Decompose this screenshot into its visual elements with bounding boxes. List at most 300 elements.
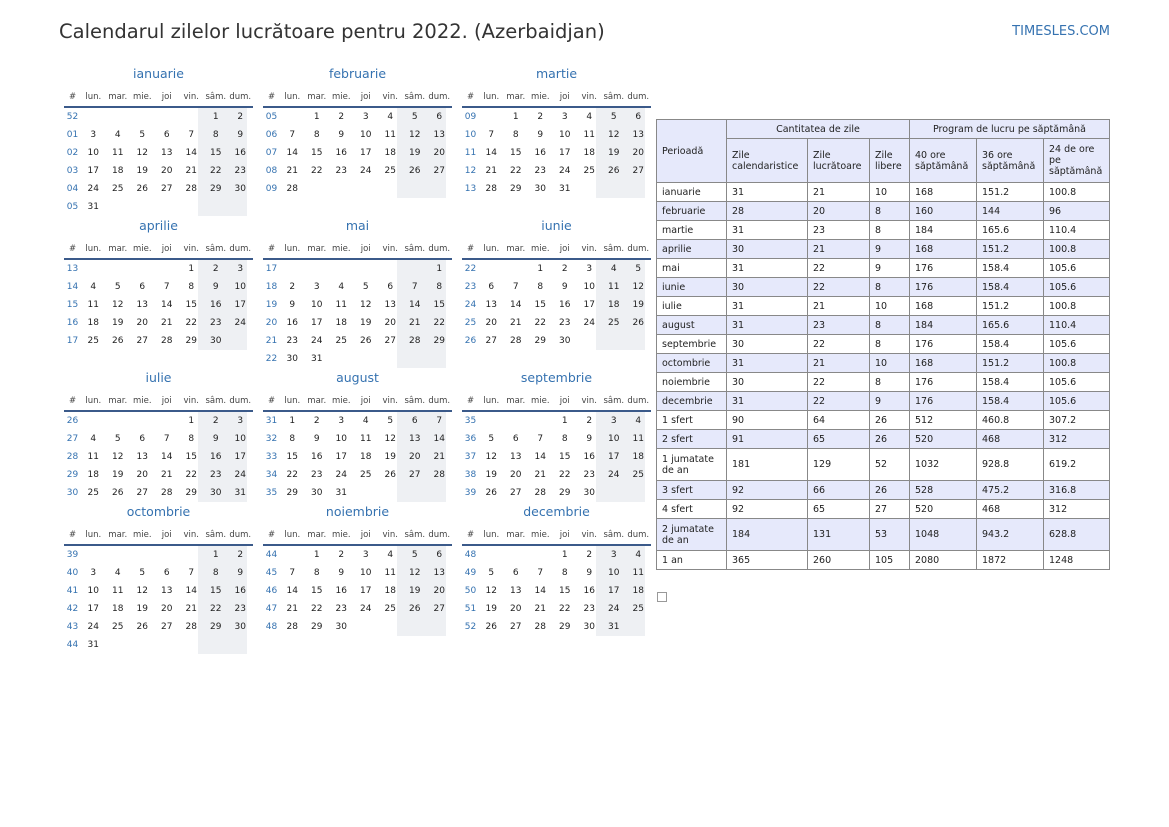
- value-cell: 307.2: [1044, 411, 1110, 430]
- day-cell: [577, 180, 602, 198]
- day-cell: 9: [586, 568, 593, 578]
- day-cell: 23: [583, 470, 595, 480]
- value-cell: 176: [910, 335, 977, 354]
- value-cell: 312: [1044, 500, 1110, 519]
- value-cell: 943.2: [977, 519, 1044, 551]
- day-cell: 11: [632, 434, 644, 444]
- week-number: 34: [265, 470, 278, 480]
- week-row: [64, 618, 253, 636]
- day-cell: 17: [87, 166, 99, 176]
- day-cell: 12: [384, 434, 396, 444]
- weekday-label: joi: [161, 530, 172, 540]
- day-cell: [204, 636, 229, 654]
- day-cell: 6: [411, 416, 418, 426]
- weekday-label: mie.: [331, 530, 351, 540]
- day-cell: 9: [561, 282, 568, 292]
- week-row: [462, 108, 651, 126]
- day-cell: 18: [360, 452, 372, 462]
- day-cell: 9: [237, 568, 244, 578]
- day-cell: 28: [161, 488, 173, 498]
- weekday-label: #: [267, 92, 276, 102]
- week-number: 26: [66, 416, 79, 426]
- day-cell: 29: [559, 622, 571, 632]
- weekday-label: vin.: [382, 530, 398, 540]
- day-cell: 28: [185, 184, 197, 194]
- day-cell: 25: [335, 336, 347, 346]
- day-cell: 27: [161, 184, 173, 194]
- value-cell: 91: [727, 430, 808, 449]
- week-number: 45: [265, 568, 278, 578]
- week-row: [263, 350, 452, 368]
- day-cell: 23: [335, 604, 347, 614]
- week-number: 38: [464, 470, 477, 480]
- value-cell: 100.8: [1044, 354, 1110, 373]
- day-cell: 15: [311, 148, 323, 158]
- day-cell: 20: [510, 470, 522, 480]
- day-cell: 11: [632, 568, 644, 578]
- weekday-label: mar.: [506, 396, 526, 406]
- weekday-label: sâm.: [603, 530, 625, 540]
- week-number: 04: [66, 184, 79, 194]
- day-cell: 16: [286, 318, 298, 328]
- day-cell: 30: [583, 488, 595, 498]
- period-cell: martie: [657, 221, 727, 240]
- day-cell: [354, 350, 379, 368]
- day-cell: 25: [384, 604, 396, 614]
- day-cell: 1: [313, 112, 320, 122]
- day-cell: 30: [311, 488, 323, 498]
- week-row: [263, 546, 452, 564]
- day-cell: 1: [188, 416, 195, 426]
- day-cell: 28: [510, 336, 522, 346]
- day-cell: 19: [485, 470, 497, 480]
- value-cell: 365: [727, 551, 808, 570]
- day-cell: [626, 180, 651, 198]
- day-cell: 24: [87, 184, 99, 194]
- day-cell: 3: [362, 112, 369, 122]
- week-row: [263, 484, 452, 502]
- weekday-label: dum.: [627, 244, 650, 254]
- weekday-label: lun.: [483, 92, 500, 102]
- day-cell: 21: [286, 166, 298, 176]
- month-decembrie: [462, 504, 651, 636]
- period-cell: 1 sfert: [657, 411, 727, 430]
- week-number: 37: [464, 452, 477, 462]
- weekday-label: dum.: [229, 244, 252, 254]
- week-number: 46: [265, 586, 278, 596]
- day-cell: [378, 350, 403, 368]
- weekday-label: lun.: [85, 396, 102, 406]
- month-name: decembrie: [523, 504, 590, 519]
- value-cell: 528: [910, 481, 977, 500]
- week-number: 17: [265, 264, 278, 274]
- week-number: 47: [265, 604, 278, 614]
- day-cell: 14: [485, 148, 497, 158]
- day-cell: [228, 636, 253, 654]
- week-row: [462, 260, 651, 278]
- day-cell: 23: [286, 336, 298, 346]
- week-number: 44: [265, 550, 278, 560]
- page-title: Calendarul zilelor lucrătoare pentru 2022. (Azerbaidjan): [59, 20, 605, 43]
- value-cell: 165.6: [977, 221, 1044, 240]
- day-cell: 9: [586, 434, 593, 444]
- weekday-label: mar.: [108, 530, 128, 540]
- day-cell: 1: [561, 416, 568, 426]
- week-row: [64, 466, 253, 484]
- day-cell: 20: [136, 318, 148, 328]
- day-cell: 2: [237, 550, 244, 560]
- day-cell: [479, 412, 504, 430]
- week-number: 23: [464, 282, 477, 292]
- day-cell: 26: [384, 470, 396, 480]
- day-cell: 5: [488, 568, 495, 578]
- day-cell: 2: [289, 282, 296, 292]
- day-cell: 14: [534, 452, 546, 462]
- day-cell: 17: [87, 604, 99, 614]
- week-number: 41: [66, 586, 79, 596]
- week-number: 52: [66, 112, 79, 122]
- value-cell: 468: [977, 500, 1044, 519]
- day-cell: 24: [360, 166, 372, 176]
- weekday-header: [64, 90, 253, 104]
- day-cell: [427, 350, 452, 368]
- weekday-label: mar.: [307, 396, 327, 406]
- weekday-label: vin.: [581, 396, 597, 406]
- day-cell: 10: [360, 568, 372, 578]
- value-cell: 110.4: [1044, 221, 1110, 240]
- week-row: [462, 314, 651, 332]
- weekday-label: #: [466, 92, 475, 102]
- month-name: mai: [345, 218, 370, 233]
- day-cell: 22: [311, 604, 323, 614]
- day-cell: 3: [313, 282, 320, 292]
- value-cell: 1048: [910, 519, 977, 551]
- checkbox[interactable]: [657, 592, 667, 602]
- day-cell: 28: [286, 184, 298, 194]
- day-cell: 13: [433, 130, 445, 140]
- week-number: 06: [265, 130, 278, 140]
- week-number: 09: [464, 112, 477, 122]
- weekday-label: #: [466, 244, 475, 254]
- day-cell: 18: [632, 452, 644, 462]
- day-cell: 3: [237, 416, 244, 426]
- day-cell: [577, 332, 602, 350]
- day-cell: 18: [335, 318, 347, 328]
- table-row: [657, 481, 1110, 500]
- day-cell: [130, 636, 155, 654]
- day-cell: [528, 412, 553, 430]
- value-cell: 65: [808, 430, 870, 449]
- week-row: [263, 600, 452, 618]
- value-cell: 21: [808, 297, 870, 316]
- day-cell: 20: [632, 148, 644, 158]
- period-cell: ianuarie: [657, 183, 727, 202]
- month-name: martie: [535, 66, 578, 81]
- day-cell: 15: [311, 586, 323, 596]
- day-cell: 2: [212, 416, 219, 426]
- value-cell: 31: [727, 316, 808, 335]
- day-cell: 3: [90, 130, 97, 140]
- summary-table: [656, 119, 1110, 570]
- day-cell: 17: [360, 586, 372, 596]
- day-cell: 8: [188, 282, 195, 292]
- day-cell: [204, 198, 229, 216]
- week-number: 28: [66, 452, 79, 462]
- week-number: 02: [66, 148, 79, 158]
- day-cell: 13: [161, 148, 173, 158]
- day-cell: [378, 180, 403, 198]
- weekday-label: mar.: [108, 396, 128, 406]
- value-cell: 165.6: [977, 316, 1044, 335]
- day-cell: 15: [559, 586, 571, 596]
- day-cell: 3: [237, 264, 244, 274]
- table-row: [657, 335, 1110, 354]
- value-cell: 21: [808, 183, 870, 202]
- day-cell: 22: [534, 318, 546, 328]
- weekday-label: dum.: [627, 530, 650, 540]
- table-row: [657, 500, 1110, 519]
- day-cell: 29: [286, 488, 298, 498]
- day-cell: 12: [485, 452, 497, 462]
- month-septembrie: [462, 370, 651, 502]
- day-cell: 8: [212, 568, 219, 578]
- value-cell: 10: [870, 183, 910, 202]
- week-number: 15: [66, 300, 79, 310]
- weekday-label: mar.: [307, 244, 327, 254]
- day-cell: 7: [163, 282, 170, 292]
- value-cell: 10: [870, 354, 910, 373]
- week-row: [263, 314, 452, 332]
- week-number: 12: [464, 166, 477, 176]
- day-cell: 8: [561, 434, 568, 444]
- day-cell: 17: [234, 300, 246, 310]
- day-cell: 15: [185, 300, 197, 310]
- weekday-label: mar.: [506, 530, 526, 540]
- value-cell: 26: [870, 430, 910, 449]
- day-cell: 11: [112, 586, 124, 596]
- weekday-label: dum.: [229, 92, 252, 102]
- weekday-label: lun.: [483, 396, 500, 406]
- day-cell: [106, 108, 131, 126]
- value-cell: 105.6: [1044, 392, 1110, 411]
- weekday-label: mar.: [108, 244, 128, 254]
- day-cell: 12: [485, 586, 497, 596]
- day-cell: [130, 198, 155, 216]
- week-row: [64, 180, 253, 198]
- day-cell: 26: [112, 336, 124, 346]
- site-link[interactable]: TIMESLES.COM: [1012, 24, 1110, 39]
- period-cell: februarie: [657, 202, 727, 221]
- period-cell: aprilie: [657, 240, 727, 259]
- col-header: Zile libere: [870, 139, 910, 183]
- weekday-label: joi: [161, 244, 172, 254]
- day-cell: [528, 546, 553, 564]
- day-cell: 18: [87, 318, 99, 328]
- weekday-label: #: [68, 396, 77, 406]
- day-cell: 27: [510, 488, 522, 498]
- day-cell: 4: [90, 282, 97, 292]
- day-cell: 20: [384, 318, 396, 328]
- value-cell: 158.4: [977, 259, 1044, 278]
- day-cell: 12: [136, 148, 148, 158]
- week-row: [64, 600, 253, 618]
- value-cell: 151.2: [977, 183, 1044, 202]
- value-cell: 90: [727, 411, 808, 430]
- day-cell: 21: [510, 318, 522, 328]
- value-cell: 8: [870, 202, 910, 221]
- weekday-label: mie.: [132, 396, 152, 406]
- weekday-label: joi: [360, 530, 371, 540]
- day-cell: 2: [561, 264, 568, 274]
- week-row: [462, 448, 651, 466]
- value-cell: 8: [870, 335, 910, 354]
- value-cell: 928.8: [977, 449, 1044, 481]
- day-cell: 11: [384, 130, 396, 140]
- week-number: 20: [265, 318, 278, 328]
- value-cell: 31: [727, 297, 808, 316]
- day-cell: 31: [559, 184, 571, 194]
- value-cell: 31: [727, 221, 808, 240]
- period-cell: noiembrie: [657, 373, 727, 392]
- value-cell: 151.2: [977, 240, 1044, 259]
- day-cell: 21: [534, 470, 546, 480]
- month-name: ianuarie: [133, 66, 184, 81]
- day-cell: 11: [360, 434, 372, 444]
- value-cell: 9: [870, 259, 910, 278]
- value-cell: 160: [910, 202, 977, 221]
- weekday-label: sâm.: [205, 530, 227, 540]
- weekday-label: vin.: [183, 396, 199, 406]
- week-row: [64, 448, 253, 466]
- day-cell: 23: [210, 318, 222, 328]
- day-cell: 7: [537, 568, 544, 578]
- day-cell: 26: [632, 318, 644, 328]
- day-cell: 7: [163, 434, 170, 444]
- day-cell: [329, 180, 354, 198]
- value-cell: 151.2: [977, 297, 1044, 316]
- value-cell: 184: [910, 221, 977, 240]
- value-cell: 10: [870, 297, 910, 316]
- day-cell: 13: [384, 300, 396, 310]
- day-cell: 25: [87, 336, 99, 346]
- value-cell: 92: [727, 500, 808, 519]
- week-number: 22: [464, 264, 477, 274]
- day-cell: 30: [234, 184, 246, 194]
- day-cell: 7: [488, 130, 495, 140]
- week-number: 48: [464, 550, 477, 560]
- day-cell: 20: [161, 604, 173, 614]
- value-cell: 176: [910, 278, 977, 297]
- day-cell: [280, 108, 305, 126]
- day-cell: 6: [163, 130, 170, 140]
- week-row: [462, 582, 651, 600]
- day-cell: 9: [313, 434, 320, 444]
- day-cell: 6: [436, 550, 443, 560]
- day-cell: 29: [185, 488, 197, 498]
- day-cell: 17: [583, 300, 595, 310]
- day-cell: 2: [586, 550, 593, 560]
- day-cell: [354, 484, 379, 502]
- day-cell: 8: [436, 282, 443, 292]
- day-cell: 11: [87, 300, 99, 310]
- weekday-label: #: [68, 92, 77, 102]
- value-cell: 9: [870, 392, 910, 411]
- weekday-label: mar.: [307, 92, 327, 102]
- day-cell: 21: [161, 318, 173, 328]
- week-row: [462, 278, 651, 296]
- day-cell: [403, 350, 428, 368]
- weekday-label: sâm.: [205, 396, 227, 406]
- day-cell: [106, 412, 131, 430]
- day-cell: 9: [338, 130, 345, 140]
- weekday-label: joi: [559, 396, 570, 406]
- day-cell: 27: [161, 622, 173, 632]
- day-cell: 30: [583, 622, 595, 632]
- period-cell: 2 jumatate de an: [657, 519, 727, 551]
- day-cell: 28: [534, 488, 546, 498]
- day-cell: 28: [433, 470, 445, 480]
- table-row: [657, 411, 1110, 430]
- day-cell: 17: [608, 452, 620, 462]
- day-cell: 2: [586, 416, 593, 426]
- day-cell: 23: [534, 166, 546, 176]
- day-cell: 25: [608, 318, 620, 328]
- day-cell: 19: [485, 604, 497, 614]
- period-cell: 4 sfert: [657, 500, 727, 519]
- week-row: [64, 430, 253, 448]
- day-cell: 16: [534, 148, 546, 158]
- week-row: [462, 600, 651, 618]
- day-cell: 24: [608, 470, 620, 480]
- table-row: [657, 354, 1110, 373]
- week-number: 11: [464, 148, 477, 158]
- table-row: [657, 316, 1110, 335]
- weekday-label: mar.: [506, 244, 526, 254]
- day-cell: [106, 636, 131, 654]
- day-cell: [155, 198, 180, 216]
- day-cell: 22: [559, 470, 571, 480]
- day-cell: 13: [433, 568, 445, 578]
- day-cell: 25: [583, 166, 595, 176]
- weekday-label: #: [68, 244, 77, 254]
- weekday-label: #: [267, 244, 276, 254]
- weekday-label: sâm.: [404, 530, 426, 540]
- day-cell: 30: [234, 622, 246, 632]
- week-row: [263, 412, 452, 430]
- week-row: [462, 162, 651, 180]
- day-cell: [427, 484, 452, 502]
- day-cell: 9: [212, 434, 219, 444]
- week-number: 29: [66, 470, 79, 480]
- day-cell: 10: [559, 130, 571, 140]
- weekday-header: [462, 90, 651, 104]
- weekday-header: [462, 528, 651, 542]
- day-cell: [403, 180, 428, 198]
- week-number: 26: [464, 336, 477, 346]
- week-number: 52: [464, 622, 477, 632]
- day-cell: 18: [384, 148, 396, 158]
- day-cell: 30: [559, 336, 571, 346]
- day-cell: 31: [335, 488, 347, 498]
- day-cell: [155, 636, 180, 654]
- day-cell: 12: [112, 452, 124, 462]
- day-cell: 22: [210, 604, 222, 614]
- day-cell: 25: [87, 488, 99, 498]
- day-cell: 10: [87, 586, 99, 596]
- week-row: [462, 564, 651, 582]
- month-aprilie: [64, 218, 253, 350]
- weekday-label: mie.: [132, 92, 152, 102]
